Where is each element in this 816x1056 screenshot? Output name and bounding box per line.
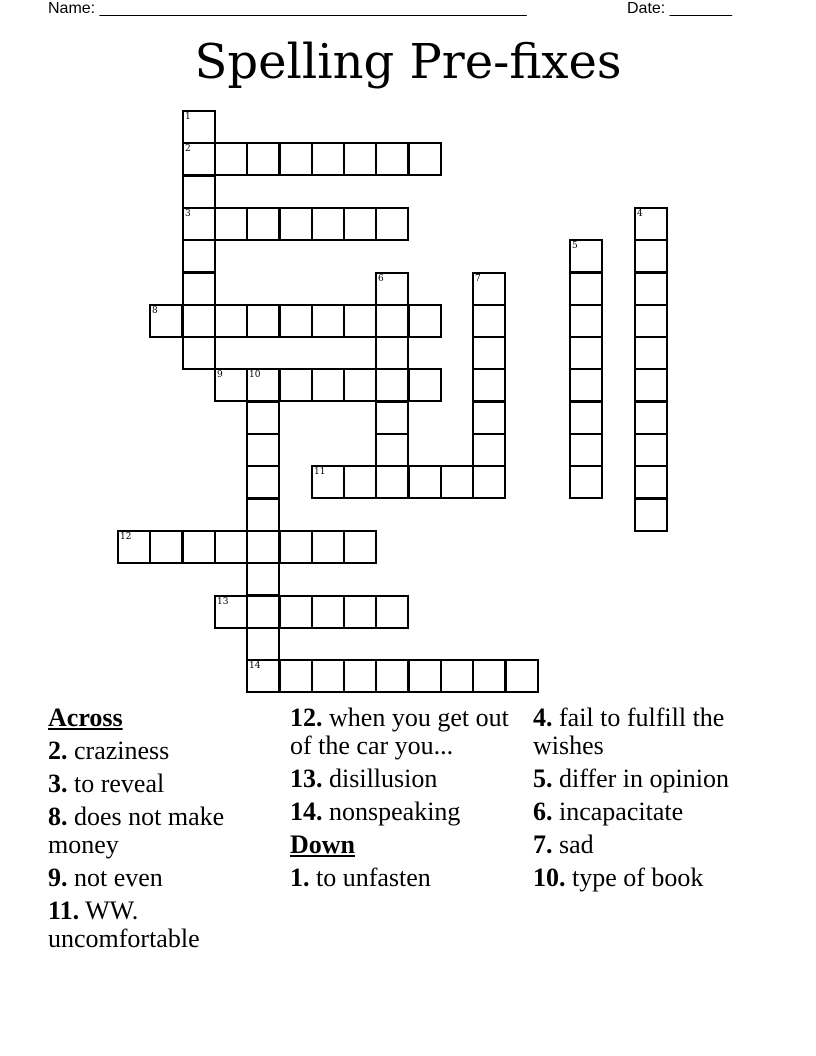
crossword-cell[interactable] bbox=[569, 336, 603, 370]
crossword-cell[interactable] bbox=[182, 110, 216, 144]
crossword-cell[interactable] bbox=[214, 530, 248, 564]
crossword-cell[interactable] bbox=[634, 304, 668, 338]
crossword-cell[interactable] bbox=[343, 465, 377, 499]
clue-number: 11 bbox=[314, 467, 326, 477]
crossword-cell[interactable] bbox=[440, 659, 474, 693]
crossword-cell[interactable] bbox=[569, 272, 603, 306]
clue-number: 2 bbox=[185, 144, 191, 154]
crossword-cell[interactable] bbox=[149, 304, 183, 338]
crossword-cell[interactable] bbox=[311, 304, 345, 338]
crossword-cell[interactable] bbox=[246, 368, 280, 402]
crossword-cell[interactable] bbox=[634, 207, 668, 241]
crossword-cell[interactable] bbox=[246, 498, 280, 532]
crossword-cell[interactable] bbox=[569, 465, 603, 499]
clue-number: 4 bbox=[637, 209, 643, 219]
crossword-cell[interactable] bbox=[634, 272, 668, 306]
crossword-cell[interactable] bbox=[634, 401, 668, 435]
crossword-cell[interactable] bbox=[440, 465, 474, 499]
crossword-cell[interactable] bbox=[634, 433, 668, 467]
crossword-cell[interactable] bbox=[311, 368, 345, 402]
crossword-cell[interactable] bbox=[279, 142, 313, 176]
crossword-cell[interactable] bbox=[343, 207, 377, 241]
clue-number: 7 bbox=[475, 274, 481, 284]
crossword-cell[interactable] bbox=[246, 659, 280, 693]
clue-across-3: 3. to reveal bbox=[48, 769, 165, 798]
clues-column-1 bbox=[48, 704, 284, 958]
crossword-cell[interactable] bbox=[246, 530, 280, 564]
crossword-cell[interactable] bbox=[246, 627, 280, 661]
crossword-cell[interactable] bbox=[311, 659, 345, 693]
crossword-cell[interactable] bbox=[214, 595, 248, 629]
crossword-cell[interactable] bbox=[343, 595, 377, 629]
crossword-cell[interactable] bbox=[246, 433, 280, 467]
crossword-cell[interactable] bbox=[311, 142, 345, 176]
crossword-cell[interactable] bbox=[182, 530, 216, 564]
crossword-cell[interactable] bbox=[634, 336, 668, 370]
clue-across-9: 9. not even bbox=[48, 863, 163, 892]
clue-across-11: 11. WW. uncomfortable bbox=[48, 896, 200, 953]
crossword-cell[interactable] bbox=[375, 142, 409, 176]
clue-number: 9 bbox=[217, 370, 223, 380]
crossword-cell[interactable] bbox=[246, 207, 280, 241]
crossword-cell[interactable] bbox=[246, 595, 280, 629]
crossword-cell[interactable] bbox=[472, 304, 506, 338]
clue-number: 14 bbox=[249, 661, 261, 671]
crossword-cell[interactable] bbox=[279, 530, 313, 564]
crossword-cell[interactable] bbox=[311, 595, 345, 629]
crossword-cell[interactable] bbox=[375, 401, 409, 435]
crossword-cell[interactable] bbox=[214, 368, 248, 402]
crossword-cell[interactable] bbox=[182, 175, 216, 209]
crossword-cell[interactable] bbox=[246, 562, 280, 596]
crossword-cell[interactable] bbox=[408, 465, 442, 499]
crossword-cell[interactable] bbox=[569, 433, 603, 467]
crossword-cell[interactable] bbox=[634, 465, 668, 499]
crossword-cell[interactable] bbox=[311, 465, 345, 499]
crossword-cell[interactable] bbox=[472, 433, 506, 467]
crossword-cell[interactable] bbox=[279, 207, 313, 241]
clue-number: 8 bbox=[152, 306, 158, 316]
crossword-cell[interactable] bbox=[182, 207, 216, 241]
crossword-cell[interactable] bbox=[279, 368, 313, 402]
clue-across-12: 12. when you get out of the car you... bbox=[290, 703, 509, 760]
crossword-cell[interactable] bbox=[182, 272, 216, 306]
crossword-cell[interactable] bbox=[472, 659, 506, 693]
crossword-cell[interactable] bbox=[569, 239, 603, 273]
crossword-cell[interactable] bbox=[472, 272, 506, 306]
clues-column-3 bbox=[533, 704, 773, 897]
crossword-cell[interactable] bbox=[246, 465, 280, 499]
crossword-cell[interactable] bbox=[375, 336, 409, 370]
crossword-cell[interactable] bbox=[343, 304, 377, 338]
clue-number: 12 bbox=[120, 532, 132, 542]
down-heading: Down bbox=[290, 830, 356, 859]
crossword-cell[interactable] bbox=[182, 142, 216, 176]
clue-number: 1 bbox=[185, 112, 191, 122]
crossword-cell[interactable] bbox=[279, 304, 313, 338]
clue-number: 3 bbox=[185, 209, 191, 219]
crossword-cell[interactable] bbox=[472, 368, 506, 402]
crossword-cell[interactable] bbox=[634, 239, 668, 273]
crossword-cell[interactable] bbox=[408, 142, 442, 176]
crossword-cell[interactable] bbox=[505, 659, 539, 693]
crossword-cell[interactable] bbox=[343, 530, 377, 564]
crossword-cell[interactable] bbox=[569, 304, 603, 338]
crossword-cell[interactable] bbox=[246, 401, 280, 435]
clue-down-1: 1. to unfasten bbox=[290, 863, 431, 892]
crossword-cell[interactable] bbox=[311, 530, 345, 564]
clues-column-2 bbox=[290, 704, 526, 897]
clue-down-6: 6. incapacitate bbox=[533, 797, 684, 826]
crossword-cell[interactable] bbox=[182, 239, 216, 273]
clue-down-10: 10. type of book bbox=[533, 863, 704, 892]
clue-down-7: 7. sad bbox=[533, 830, 594, 859]
page-title: Spelling Pre-fixes bbox=[194, 34, 622, 90]
crossword-cell[interactable] bbox=[634, 368, 668, 402]
clue-down-4: 4. fail to fulfill the wishes bbox=[533, 703, 725, 760]
crossword-cell[interactable] bbox=[311, 207, 345, 241]
crossword-cell[interactable] bbox=[569, 368, 603, 402]
crossword-cell[interactable] bbox=[408, 659, 442, 693]
crossword-cell[interactable] bbox=[117, 530, 151, 564]
date-field-label: Date: _______ bbox=[627, 0, 732, 17]
crossword-cell[interactable] bbox=[408, 304, 442, 338]
clue-number: 10 bbox=[249, 370, 261, 380]
crossword-cell[interactable] bbox=[149, 530, 183, 564]
crossword-cell[interactable] bbox=[634, 498, 668, 532]
crossword-cell[interactable] bbox=[472, 401, 506, 435]
crossword-cell[interactable] bbox=[375, 272, 409, 306]
clue-across-13: 13. disillusion bbox=[290, 764, 438, 793]
crossword-cell[interactable] bbox=[472, 336, 506, 370]
crossword-cell[interactable] bbox=[569, 401, 603, 435]
crossword-cell[interactable] bbox=[375, 659, 409, 693]
crossword-cell[interactable] bbox=[343, 142, 377, 176]
clue-number: 6 bbox=[378, 274, 384, 284]
crossword-cell[interactable] bbox=[279, 595, 313, 629]
clue-across-8: 8. does not make money bbox=[48, 802, 225, 859]
crossword-cell[interactable] bbox=[214, 207, 248, 241]
crossword-cell[interactable] bbox=[279, 659, 313, 693]
crossword-cell[interactable] bbox=[182, 304, 216, 338]
clue-number: 13 bbox=[217, 597, 229, 607]
crossword-cell[interactable] bbox=[246, 304, 280, 338]
crossword-cell[interactable] bbox=[375, 595, 409, 629]
crossword-cell[interactable] bbox=[375, 207, 409, 241]
across-heading: Across bbox=[48, 703, 123, 732]
crossword-cell[interactable] bbox=[375, 368, 409, 402]
crossword-cell[interactable] bbox=[375, 465, 409, 499]
crossword-cell[interactable] bbox=[408, 368, 442, 402]
crossword-cell[interactable] bbox=[182, 336, 216, 370]
clue-down-5: 5. differ in opinion bbox=[533, 764, 729, 793]
clue-across-14: 14. nonspeaking bbox=[290, 797, 461, 826]
clue-across-2: 2. craziness bbox=[48, 736, 170, 765]
crossword-cell[interactable] bbox=[214, 304, 248, 338]
crossword-cell[interactable] bbox=[246, 142, 280, 176]
crossword-cell[interactable] bbox=[472, 465, 506, 499]
crossword-cell[interactable] bbox=[343, 368, 377, 402]
crossword-cell[interactable] bbox=[375, 433, 409, 467]
clue-number: 5 bbox=[572, 241, 578, 251]
crossword-cell[interactable] bbox=[375, 304, 409, 338]
name-field-label: Name: ________________________________________________ bbox=[48, 0, 527, 17]
crossword-cell[interactable] bbox=[214, 142, 248, 176]
crossword-cell[interactable] bbox=[343, 659, 377, 693]
